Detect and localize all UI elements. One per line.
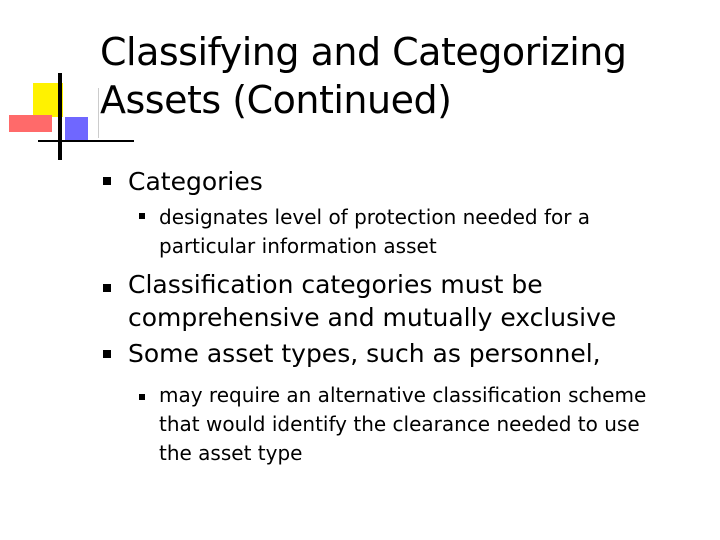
bullet-text: Some asset types, such as personnel, [128,339,601,368]
decorative-horizontal-line [38,140,134,142]
sub-bullet-line: particular information asset [159,234,437,258]
bullet-square-icon [103,177,111,185]
bullet-square-icon [103,350,111,358]
slide-title-line-1: Classifying and Categorizing [100,30,627,74]
slide-title-line-2: Assets (Continued) [100,78,452,122]
slide-title [100,28,700,124]
sub-bullet-alternative-scheme [159,381,689,468]
bullet-some-asset-types [128,337,688,370]
sub-bullet-line: that would identify the clearance needed to use [159,412,640,436]
sub-bullet-protection-level [159,203,689,261]
sub-bullet-line: the asset type [159,441,303,465]
decorative-vertical-line [58,73,62,160]
bullet-square-icon [103,284,111,292]
sub-bullet-line: may require an alternative classification scheme [159,383,647,407]
decorative-red-square [9,115,52,132]
bullet-classification-categories [128,268,688,334]
sub-bullet-line: designates level of protection needed for a [159,205,591,229]
decorative-blue-square [65,117,88,140]
sub-bullet-square-icon [139,394,145,400]
decorative-soft-line [98,88,99,138]
bullet-line: comprehensive and mutually exclusive [128,303,617,332]
bullet-text: Categories [128,167,263,196]
bullet-line: Classification categories must be [128,270,543,299]
sub-bullet-square-icon [139,213,145,219]
bullet-categories [128,165,688,198]
